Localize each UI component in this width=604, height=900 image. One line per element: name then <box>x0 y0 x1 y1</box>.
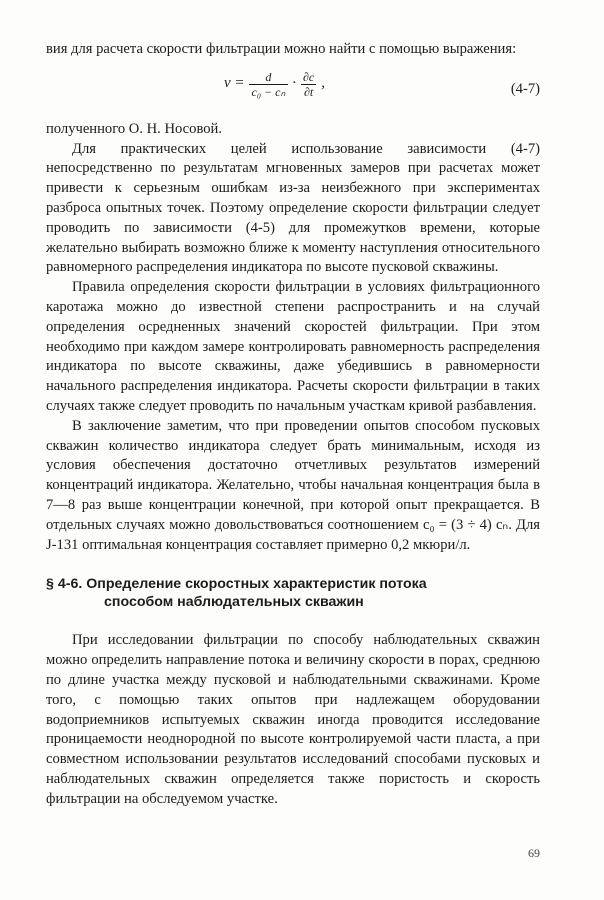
paragraph-practical: Для практических целей использование зависимости (4-7) непосредственно по результатам мгновенных замеров при расчетах может привести к серьезным ошибкам из-за неизбежного при экспериментах разброса опытных точек. Поэтому определение скорости фильтрации следует проводить по зависимости (4-5) для промежутков времени, которые желательно выбирать возможно ближе к моменту наступления относительного равномерного распределения индикатора по высоте пусковой скважины. <box>46 140 540 276</box>
formula-tail: , <box>321 75 325 92</box>
paragraph-intro: вия для расчета скорости фильтрации можно найти с помощью выражения: <box>46 41 517 57</box>
formula-numerator-2: ∂c <box>302 69 315 84</box>
section-heading-line-2: способом наблюдательных скважин <box>104 594 364 611</box>
formula-lhs: v = <box>224 75 245 92</box>
paragraph-rules: Правила определения скорости фильтрации в условиях фильтрационного каротажа можно до известной степени распространить и на случай определения осредненных значений скоростей фильтрации. При этом необходимо при каждом замере контролировать равномерность распределения индикатора по высоте скважины, даже убедившись в равномерности начального распределения индикатора. Расчеты скорости фильтрации в таких случаях также следует проводить по начальным участкам кривой разбавления. <box>46 279 540 414</box>
paragraph-conclusion: В заключение заметим, что при проведении опытов способом пусковых скважин количество индикатора следует брать минимальным, исходя из условия обеспечения достаточно отчетливых результатов измерений концентраций индикатора. Желательно, чтобы начальная концентрация была в 7—8 раз выше концентрации конечной, при которой опыт прекращается. В отдельных случаях можно довольствоваться соотношением c₀ = (3 ÷ 4) cₙ. Для J-131 оптимальная концентрация составляет примерно 0,2 мкюри/л. <box>46 417 540 553</box>
formula-row <box>46 62 540 120</box>
formula-denominator-1: c₀ − cₙ <box>249 84 289 99</box>
paragraph-observation-wells: При исследовании фильтрации по способу наблюдательных скважин можно определить направление потока и величину скорости в порах, среднюю по длине участка между пусковой и наблюдательными скважинами. Кроме того, с помощью таких опытов при надлежащем оборудовании водоприемников испытуемых скважин иногда проводится исследование проницаемости неоднородной по высоте контролируемой части пласта, а при совместном использовании результатов исследований способами пусковых и наблюдательных скважин определяется также пористость и скорость фильтрации на обследуемом участке. <box>46 632 540 807</box>
formula-denominator-2: ∂t <box>301 84 316 99</box>
paragraph-author: полученного О. Н. Носовой. <box>46 120 222 137</box>
formula-4-7 <box>224 70 325 99</box>
formula-fraction-2 <box>300 70 317 99</box>
formula-fraction-1 <box>249 70 289 99</box>
formula-numerator-1: d <box>265 69 272 84</box>
section-heading-line-1: § 4-6. Определение скоростных характеристик потока <box>46 576 427 593</box>
section-heading <box>46 575 540 611</box>
formula-dot: · <box>292 75 296 92</box>
equation-number: (4-7) <box>510 80 540 97</box>
page-number: 69 <box>528 846 540 860</box>
page-body <box>46 40 540 810</box>
